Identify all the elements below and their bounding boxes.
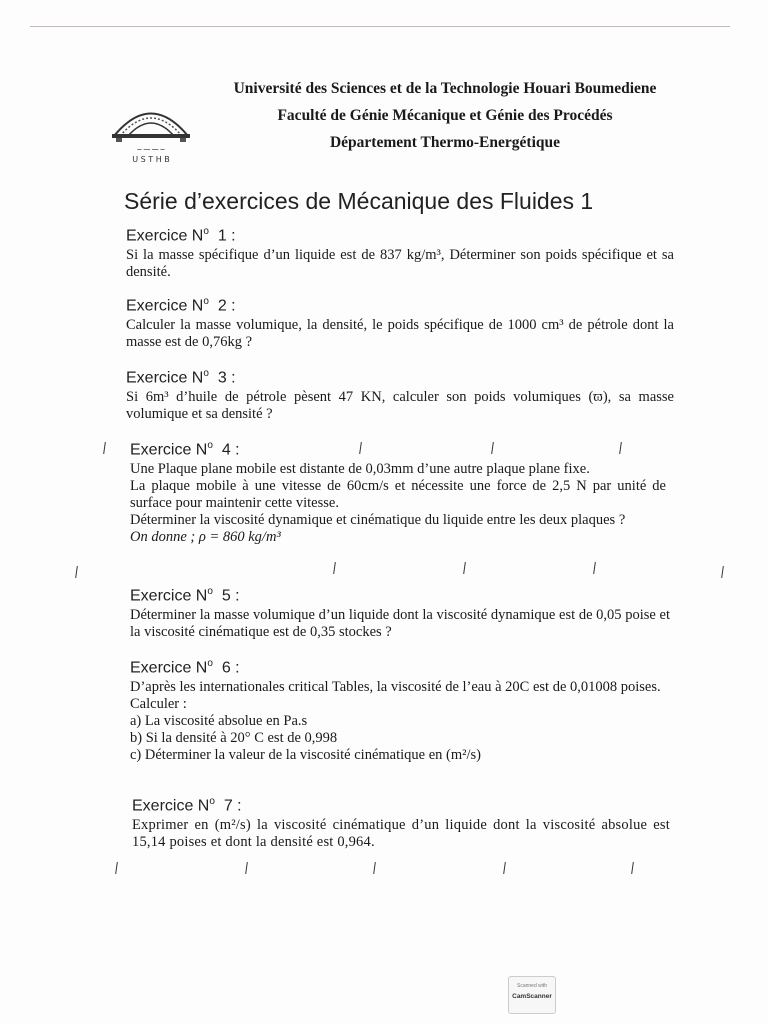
watermark-caption: Scanned with — [516, 983, 548, 989]
exercise-heading: Exercice $N^o$ 4 : — [130, 440, 240, 459]
exercise-text: D’après les internationales critical Tables, la viscosité de l’eau à 20C est de 0,01008 poises. Calculer : a) La viscosité absolue en Pa.s b) Si la densité à 20° C est de 0,998 c) Déterminer la valeur de la viscosité cinématique en (m²/s) — [130, 679, 661, 764]
exercise-heading: Exercice $N^o$ 3 : — [126, 368, 236, 387]
scan-mark — [333, 562, 336, 574]
logo-text: U S T H B — [132, 155, 170, 164]
exercise-text: Exprimer en (m²/s) la viscosité cinématique d’un liquide dont la viscosité absolue est 15,14 poises et dont la densité est 0,964. — [132, 817, 670, 851]
exercise-heading: Exercice $N^o$ 6 : — [130, 658, 240, 677]
university-name: Université des Sciences et de la Technologie Houari Boumediene — [233, 80, 657, 97]
exercise-1 — [126, 226, 674, 281]
exercise-3 — [126, 368, 674, 423]
scan-mark — [593, 562, 596, 574]
exercise-7 — [132, 796, 670, 851]
exercise-2 — [126, 296, 674, 351]
university-logo — [106, 96, 196, 166]
exercise-heading: Exercice $N^o$ 7 : — [132, 796, 242, 815]
exercise-text: Calculer la masse volumique, la densité, le poids spécifique de 1000 cm³ de pétrole dont la masse est de 0,76kg ? — [126, 317, 674, 351]
exercise-heading: Exercice $N^o$ 2 : — [126, 296, 236, 315]
exercise-heading: Exercice $N^o$ 1 : — [126, 226, 236, 245]
scan-mark — [721, 566, 724, 578]
scan-mark — [103, 442, 106, 454]
page-title: Série d’exercices de Mécanique des Fluides 1 — [124, 188, 594, 214]
department-name: Département Thermo-Energétique — [329, 134, 560, 151]
scan-mark — [245, 862, 248, 874]
scan-mark — [115, 862, 118, 874]
svg-text:ــ ـــ ـــ ــ: ــ ـــ ـــ ــ — [137, 144, 165, 152]
faculty-name: Faculté de Génie Mécanique et Génie des Procédés — [277, 107, 613, 124]
exercise-heading: Exercice $N^o$ 5 : — [130, 586, 240, 605]
exercise-4 — [130, 440, 666, 546]
scan-mark — [75, 566, 78, 578]
exercise-text: Si 6m³ d’huile de pétrole pèsent 47 KN, calculer son poids volumiques (ϖ), sa masse volumique et sa densité ? — [126, 389, 674, 423]
exercise-6 — [130, 658, 670, 764]
exercise-text: Déterminer la masse volumique d’un liquide dont la viscosité dynamique est de 0,05 poise et la viscosité cinématique est de 0,35 stockes ? — [130, 607, 670, 641]
exercise-5 — [130, 586, 670, 641]
scanner-watermark — [508, 976, 556, 1014]
top-rule — [30, 26, 730, 27]
scan-mark — [463, 562, 466, 574]
document-header — [190, 80, 700, 152]
watermark-app-name: CamScanner — [512, 993, 552, 1000]
scan-mark — [373, 862, 376, 874]
scan-mark — [631, 862, 634, 874]
scan-mark — [503, 862, 506, 874]
exercise-text: Si la masse spécifique d’un liquide est de 837 kg/m³, Déterminer son poids spécifique et sa densité. — [126, 247, 674, 281]
exercise-text: Une Plaque plane mobile est distante de 0,03mm d’une autre plaque plane fixe. La plaque mobile à une vitesse de 60cm/s et nécessite une force de 2,5 N par unité de surface pour maintenir cette vitesse. Déterminer la viscosité dynamique et cinématique du liquide entre les deux plaques ? On donne ; ρ = 860 kg/m³ — [130, 461, 666, 546]
